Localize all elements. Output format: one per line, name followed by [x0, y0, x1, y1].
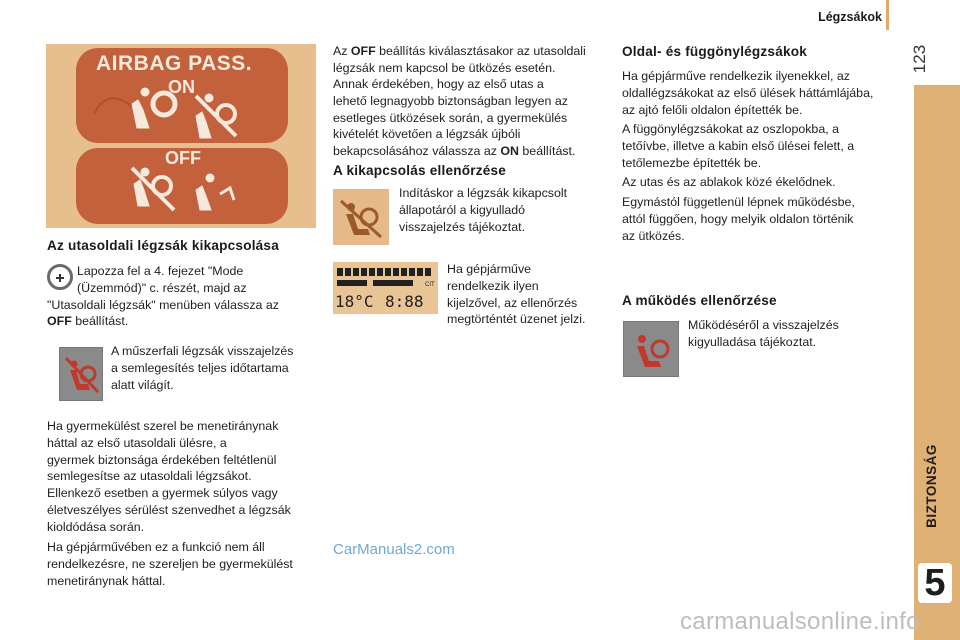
watermark-carmanualsonline: carmanualsonline.info	[680, 608, 920, 635]
airbag-warning-light-icon	[59, 347, 103, 401]
multifunction-display-image	[333, 262, 438, 314]
airbag-panel-title: AIRBAG PASS.	[96, 52, 253, 75]
display-clock: 8:88	[385, 292, 424, 311]
airbag-panel-photo	[46, 44, 316, 228]
col2-paragraph-3: Indításkor a légzsák kikapcsolt állapotáról a kigyulladó visszajelzés tájékoztat.	[399, 186, 568, 234]
airbag-warning-light-icon	[623, 321, 679, 377]
passenger-airbag-off-light-icon	[333, 189, 389, 245]
heading-passenger-airbag-deactivation: Az utasoldali légzsák kikapcsolása	[47, 238, 279, 253]
col3-paragraph-3: Az utas és az ablakok közé ékelődnek.	[622, 175, 836, 189]
section-label: BIZTONSÁG	[924, 444, 939, 528]
page-header-title: Légzsákok	[818, 10, 882, 24]
display-temperature: 18°C	[335, 292, 374, 311]
airbag-panel-off-label: OFF	[165, 148, 201, 168]
page-number: 123	[910, 44, 929, 74]
heading-side-curtain-airbags: Oldal- és függönylégzsákok	[622, 44, 807, 59]
col1-paragraph-2: A műszerfali légzsák visszajelzés a semlegesítés teljes időtartama alatt világít.	[111, 344, 294, 392]
col3-paragraph-4: Egymástól függetlenül lépnek működésbe, attól függően, hogy melyik oldalon történik az ütközés.	[622, 195, 855, 243]
airbag-panel-on-label: ON	[168, 77, 195, 97]
heading-deactivation-check: A kikapcsolás ellenőrzése	[333, 163, 506, 178]
heading-operation-check: A működés ellenőrzése	[622, 293, 777, 308]
header-rule	[886, 0, 889, 30]
col2-paragraph-2: Annak érdekében, hogy az első utas a lehető legnagyobb biztonságban legyen az esetleges ütközések során, a gyermekülés kivételét követően a légzsák újbóli bekapcsolásához válassza az ON beállítást.	[333, 77, 576, 159]
col3-paragraph-5: Működéséről a visszajelzés kigyulladása tájékoztat.	[688, 318, 839, 349]
col3-paragraph-1: Ha gépjárműve rendelkezik ilyenekkel, az oldallégzsákokat az első ülések háttámlájába, az ajtó felőli oldalon építették be.	[622, 69, 874, 117]
col2-paragraph-4: Ha gépjárműve rendelkezik ilyen kijelzővel, az ellenőrzés megtörténtét üzenet jelzi.	[447, 262, 586, 327]
chapter-number: 5	[924, 562, 946, 604]
display-brand: CIT	[425, 282, 435, 288]
chapter-side-tab	[914, 85, 960, 640]
col3-paragraph-2: A függönylégzsákokat az oszlopokba, a tetőívbe, illetve a kabin első ülései felett, a tetőlemezbe építették be.	[622, 122, 855, 170]
col1-paragraph-4: Ha gépjárművében ez a funkció nem áll rendelkezésre, ne szereljen be gyermekülést menetiránynak háttal.	[47, 540, 293, 588]
col1-paragraph-3: Ha gyermekülést szerel be menetiránynak háttal az első utasoldali ülésre, a gyermek biztonsága érdekében feltétlenül semlegesítse az utasoldali légzsákot. Ellenkező esetben a gyermek súlyos vagy életveszélyes sérülést szenvedhet a légzsák kioldódása során.	[47, 419, 291, 534]
watermark-carmanuals2: CarManuals2.com	[333, 541, 455, 558]
col2-paragraph-1: Az OFF beállítás kiválasztásakor az utasoldali légzsák nem kapcsol be ütközés esetén.	[333, 44, 586, 75]
col1-paragraph-1: Lapozza fel a 4. fejezet "Mode (Üzemmód)" c. részét, majd az "Utasoldali légzsák" menüben válassza az OFF beállítást.	[47, 264, 279, 329]
